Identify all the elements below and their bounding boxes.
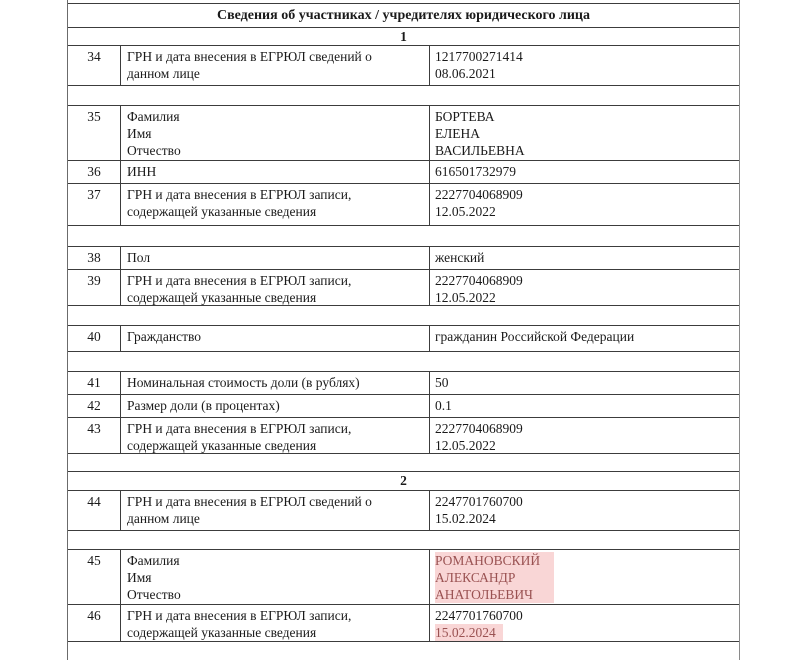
table-row-38 — [68, 246, 739, 269]
row-value: 2247701760700 15.02.2024 — [429, 605, 739, 641]
row-number: 46 — [87, 608, 101, 623]
row-label: Пол — [120, 247, 429, 269]
row-label: Номинальная стоимость доли (в рублях) — [120, 372, 429, 394]
highlighted-date: 15.02.2024 — [435, 624, 503, 641]
table-title: Сведения об участниках / учредителях юридического лица — [216, 8, 591, 23]
table-row-43 — [68, 417, 739, 453]
table-row-44 — [68, 490, 739, 530]
row-value: 1217700271414 08.06.2021 — [429, 46, 739, 85]
row-label: ГРН и дата внесения в ЕГРЮЛ сведений о данном лице — [120, 46, 429, 85]
spacer-row — [68, 453, 739, 471]
row-value: 616501732979 — [429, 161, 739, 183]
row-number: 43 — [87, 421, 101, 436]
table-row-35 — [68, 105, 739, 160]
row-label: Фамилия Имя Отчество — [120, 550, 429, 604]
table-row-46 — [68, 604, 739, 641]
row-number: 41 — [87, 375, 101, 390]
section-number-row-2 — [68, 471, 739, 490]
row-label: ГРН и дата внесения в ЕГРЮЛ сведений о данном лице — [120, 491, 429, 530]
row-label: Размер доли (в процентах) — [120, 395, 429, 417]
table-row-42 — [68, 394, 739, 417]
table-row-39 — [68, 269, 739, 305]
section-number: 1 — [400, 29, 407, 44]
table-row-37 — [68, 183, 739, 225]
row-value: БОРТЕВА ЕЛЕНА ВАСИЛЬЕВНА — [429, 106, 739, 160]
partial-bottom-row — [68, 641, 739, 660]
row-value: 0.1 — [429, 395, 739, 417]
row-number: 35 — [87, 109, 101, 124]
row-number: 34 — [87, 49, 101, 64]
table-row-34 — [68, 45, 739, 85]
row-value — [429, 550, 739, 604]
row-label: Гражданство — [120, 326, 429, 351]
row-value: женский — [429, 247, 739, 269]
participants-table — [67, 0, 740, 660]
row-number: 42 — [87, 398, 101, 413]
table-row-41 — [68, 371, 739, 394]
table-row-40 — [68, 325, 739, 351]
row-number: 39 — [87, 273, 101, 288]
spacer-row — [68, 85, 739, 105]
section-number: 2 — [400, 473, 407, 488]
row-number: 40 — [87, 329, 101, 344]
row-number: 37 — [87, 187, 101, 202]
spacer-row — [68, 530, 739, 549]
row-label: ИНН — [120, 161, 429, 183]
row-value: 2227704068909 12.05.2022 — [429, 270, 739, 305]
row-label: ГРН и дата внесения в ЕГРЮЛ записи, содержащей указанные сведения — [120, 270, 429, 305]
row-value: гражданин Российской Федерации — [429, 326, 739, 351]
highlighted-name-block: РОМАНОВСКИЙ АЛЕКСАНДР АНАТОЛЬЕВИЧ — [435, 552, 554, 603]
row-number: 44 — [87, 494, 101, 509]
table-row-45 — [68, 549, 739, 604]
row-value: 2227704068909 12.05.2022 — [429, 184, 739, 225]
table-header-row — [68, 3, 739, 27]
row-label: ГРН и дата внесения в ЕГРЮЛ записи, содержащей указанные сведения — [120, 605, 429, 641]
spacer-row — [68, 351, 739, 371]
row-value: 50 — [429, 372, 739, 394]
section-number-row-1 — [68, 27, 739, 45]
row-label: ГРН и дата внесения в ЕГРЮЛ записи, содержащей указанные сведения — [120, 184, 429, 225]
row-label: ГРН и дата внесения в ЕГРЮЛ записи, содержащей указанные сведения — [120, 418, 429, 453]
spacer-row — [68, 305, 739, 325]
row-number: 36 — [87, 164, 101, 179]
row-number: 45 — [87, 553, 101, 568]
row-label: Фамилия Имя Отчество — [120, 106, 429, 160]
row-value: 2247701760700 15.02.2024 — [429, 491, 739, 530]
spacer-row — [68, 225, 739, 246]
table-row-36 — [68, 160, 739, 183]
row-number: 38 — [87, 250, 101, 265]
row-value: 2227704068909 12.05.2022 — [429, 418, 739, 453]
